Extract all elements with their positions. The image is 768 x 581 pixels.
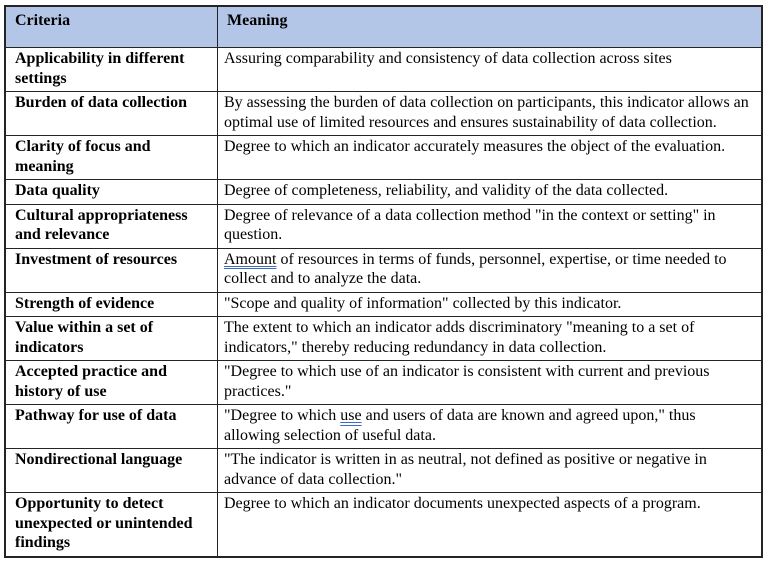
criteria-cell: Investment of resources xyxy=(5,248,218,292)
meaning-cell xyxy=(218,449,763,493)
criteria-cell: Clarity of focus and meaning xyxy=(5,136,218,180)
criteria-column-header: Criteria xyxy=(5,6,218,48)
meaning-text: "The indicator is written in as neutral, not defined as positive or negative in advance of data collection." xyxy=(224,451,707,488)
table-row xyxy=(5,361,762,405)
criteria-cell: Pathway for use of data xyxy=(5,405,218,449)
table-row xyxy=(5,180,762,205)
meaning-text: "Scope and quality of information" collected by this indicator. xyxy=(224,294,622,312)
header-row xyxy=(5,6,762,48)
meaning-cell xyxy=(218,248,763,292)
table-row xyxy=(5,204,762,248)
table-row xyxy=(5,449,762,493)
meaning-text: of resources in terms of funds, personnel, expertise, or time needed to collect and to analyze the data. xyxy=(224,250,727,288)
meaning-text: Degree of relevance of a data collection method "in the context or setting" in question. xyxy=(224,206,716,244)
meaning-text: Degree of completeness, reliability, and validity of the data collected. xyxy=(224,182,669,200)
meaning-cell xyxy=(218,48,763,92)
criteria-meaning-table xyxy=(4,5,763,558)
meaning-text: "Degree to which xyxy=(224,407,341,425)
meaning-text: By assessing the burden of data collection on participants, this indicator allows an optimal use of limited resources and ensures sustainability of data collection. xyxy=(224,94,749,131)
meaning-cell xyxy=(218,292,763,317)
meaning-cell xyxy=(218,361,763,405)
meaning-text: Degree to which an indicator documents unexpected aspects of a program. xyxy=(224,495,701,513)
meaning-text: Degree to which an indicator accurately measures the object of the evaluation. xyxy=(224,138,726,156)
meaning-text: The extent to which an indicator adds discriminatory "meaning to a set of indicators," thereby reducing redundancy in data collection. xyxy=(224,319,695,356)
grammar-flagged-word: use xyxy=(340,407,362,425)
meaning-text: Assuring comparability and consistency of data collection across sites xyxy=(224,50,672,67)
table-row xyxy=(5,292,762,317)
meaning-text: and users of data are known and agreed upon," thus allowing selection of useful data. xyxy=(224,407,696,444)
meaning-text: "Degree to which use of an indicator is consistent with current and previous practices." xyxy=(224,363,710,400)
criteria-cell: Value within a set of indicators xyxy=(5,317,218,361)
meaning-cell xyxy=(218,180,763,205)
table-row xyxy=(5,136,762,180)
meaning-column-header: Meaning xyxy=(218,6,763,48)
table-body xyxy=(5,48,762,557)
table-row xyxy=(5,405,762,449)
document-page xyxy=(4,5,763,558)
criteria-cell: Cultural appropriateness and relevance xyxy=(5,204,218,248)
meaning-cell xyxy=(218,405,763,449)
criteria-cell: Strength of evidence xyxy=(5,292,218,317)
table-row xyxy=(5,48,762,92)
table-row xyxy=(5,248,762,292)
meaning-cell xyxy=(218,136,763,180)
criteria-cell: Accepted practice and history of use xyxy=(5,361,218,405)
meaning-cell xyxy=(218,204,763,248)
table-row xyxy=(5,317,762,361)
criteria-cell: Nondirectional language xyxy=(5,449,218,493)
meaning-cell xyxy=(218,92,763,136)
table-row xyxy=(5,92,762,136)
grammar-flagged-word: Amount xyxy=(224,250,277,268)
meaning-cell xyxy=(218,493,763,557)
meaning-cell xyxy=(218,317,763,361)
criteria-cell: Burden of data collection xyxy=(5,92,218,136)
criteria-cell: Opportunity to detect unexpected or unintended findings xyxy=(5,493,218,557)
criteria-cell: Applicability in different settings xyxy=(5,48,218,92)
table-row xyxy=(5,493,762,557)
criteria-cell: Data quality xyxy=(5,180,218,205)
